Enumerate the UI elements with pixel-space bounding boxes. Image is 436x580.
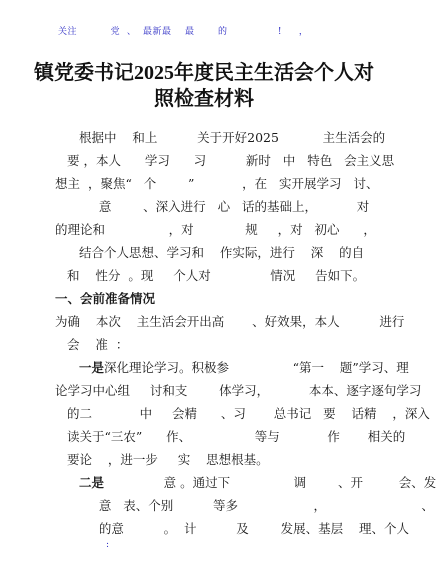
paragraph-line: [55, 241, 365, 264]
paragraph-line: [55, 379, 422, 402]
line-text: 和 性分 。现 个人对 情况 告如下。: [67, 268, 366, 283]
paragraph-line: [55, 333, 365, 356]
line-text: 根据中 和上 关于开好2025 主生活会的: [79, 130, 386, 145]
title-line-2: 照检查材料: [154, 88, 254, 110]
paragraph-line: [55, 356, 409, 379]
header-link[interactable]: 关注 党 、 最新最 最 的 ! ，: [58, 27, 309, 37]
section-heading: [55, 287, 365, 310]
paragraph-line: [55, 126, 386, 149]
line-text: 一、会前准备情况: [55, 291, 156, 306]
line-text: 为确 本次 主生活会开出高 、好效果，本人 进行: [55, 314, 405, 329]
footer-mark: :: [106, 540, 110, 550]
paragraph-line: [55, 494, 434, 517]
line-text: 意 表、个别 等多 ， 、: [79, 498, 434, 513]
paragraph-line: [55, 471, 436, 494]
lead-text: 一是: [79, 360, 105, 375]
line-text: 要 ，本人 学习 习 新时 中 特色 会主义思: [67, 153, 395, 168]
line-text: 意 。通过下 调 、开 会、发: [104, 475, 436, 490]
paragraph-line: [55, 149, 395, 172]
line-text: 的意 。 计 及 发展、基层 理、个人: [79, 521, 409, 536]
lead-text: 二是: [79, 475, 105, 490]
paragraph-line: [55, 517, 409, 540]
paragraph-line: [55, 448, 365, 471]
line-text: 深化理论学习。积极参 “第一 题”学习、理: [104, 360, 409, 375]
paragraph-line: [55, 310, 405, 333]
line-text: 的二 中 会精 、习 总书记 要 话精 ，深入: [67, 406, 430, 421]
line-text: 论学习中心组 讨和支 体学习， 本本、逐字逐句学习: [55, 383, 422, 398]
paragraph-line: [55, 195, 370, 218]
line-text: 要论 ，进一步 实 思想根基。: [67, 452, 269, 467]
paragraph-line: [55, 172, 379, 195]
paragraph-line: [55, 218, 376, 241]
document-title: [0, 60, 408, 112]
line-text: 意 、深入进行 心 话的基础上， 对: [79, 199, 370, 214]
line-text: 结合个人思想、学习和 作实际，进行 深 的自: [79, 245, 365, 260]
line-text: 想主 ，聚焦“ 个 ” ，在 实开展学习 讨、: [55, 176, 379, 191]
paragraph-line: [55, 264, 365, 287]
line-text: 会 准 ：: [67, 337, 129, 352]
document-body: [55, 126, 436, 540]
paragraph-line: [55, 425, 406, 448]
line-text: 的理论和 ，对 规 ，对 初心 ，: [55, 222, 376, 237]
title-line-1: 镇党委书记2025年度民主生活会个人对: [34, 62, 374, 84]
line-text: 读关于“三农” 作、 等与 作 相关的: [67, 429, 406, 444]
paragraph-line: [55, 402, 430, 425]
